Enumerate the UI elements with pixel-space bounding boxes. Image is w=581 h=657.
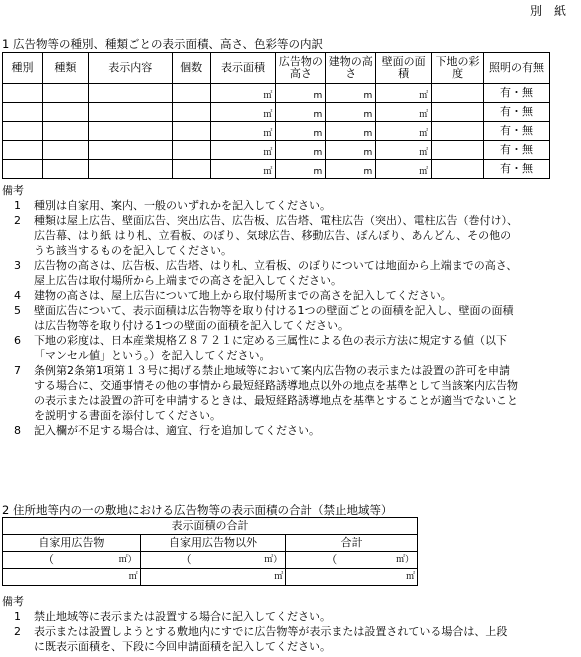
table-cell[interactable] xyxy=(172,160,210,179)
table-cell[interactable]: ㎡ xyxy=(376,141,432,160)
total-area-table xyxy=(2,517,418,586)
col-header-own: 自家用広告物 xyxy=(3,535,141,552)
table-cell[interactable]: m xyxy=(276,160,326,179)
table-cell[interactable]: m xyxy=(326,141,376,160)
note-number: 6 xyxy=(14,334,21,347)
table-cell[interactable] xyxy=(172,122,210,141)
table-cell[interactable] xyxy=(42,141,88,160)
note-text: 下地の彩度は、日本産業規格Ｚ８７２１に定める三属性による色の表示方法に規定する値（以下 xyxy=(34,334,507,347)
table-cell[interactable]: ㎡ xyxy=(376,122,432,141)
col-header: 表示面積 xyxy=(210,53,276,84)
notes2-heading: 備考 xyxy=(2,595,24,608)
table-cell[interactable]: m xyxy=(276,122,326,141)
existing-area-cell[interactable]: （ ㎡） xyxy=(286,552,418,569)
note-continuation: 「マンセル値」という。）を記入してください。 xyxy=(34,349,271,362)
table-row xyxy=(3,122,550,141)
col-header: 種類 xyxy=(42,53,88,84)
col-header: 照明の有無 xyxy=(484,53,550,84)
table-cell[interactable]: ㎡ xyxy=(376,84,432,103)
table-header-row xyxy=(3,53,550,84)
col-header: 壁面の面積 xyxy=(376,53,432,84)
new-area-cell[interactable]: ㎡ xyxy=(140,569,286,586)
note-text: 禁止地域等に表示または設置する場合に記入してください。 xyxy=(34,610,331,623)
note-number: 2 xyxy=(14,625,21,638)
note-number: 1 xyxy=(14,199,21,212)
attachment-label: 別 紙 xyxy=(530,4,567,18)
table-cell[interactable]: ㎡ xyxy=(376,160,432,179)
note-item xyxy=(14,624,507,639)
table-cell[interactable]: ㎡ xyxy=(210,84,276,103)
table-cell[interactable] xyxy=(172,141,210,160)
table-row xyxy=(3,84,550,103)
col-header: 広告物の高さ xyxy=(276,53,326,84)
table-cell[interactable] xyxy=(88,84,172,103)
table-cell[interactable] xyxy=(3,84,43,103)
col-header: 種別 xyxy=(3,53,43,84)
table-cell[interactable] xyxy=(88,141,172,160)
table-cell[interactable]: 有・無 xyxy=(484,84,550,103)
table-cell[interactable]: m xyxy=(276,103,326,122)
table-cell[interactable] xyxy=(42,103,88,122)
table-cell[interactable]: ㎡ xyxy=(210,122,276,141)
note-item xyxy=(14,303,514,318)
note-text: 記入欄が不足する場合は、適宜、行を追加してください。 xyxy=(34,424,320,437)
note-number: 8 xyxy=(14,424,21,437)
note-continuation: を説明する書面を添付してください。 xyxy=(34,409,221,422)
new-area-cell[interactable]: ㎡ xyxy=(286,569,418,586)
note-number: 2 xyxy=(14,214,21,227)
table-cell[interactable] xyxy=(88,122,172,141)
note-text: 種別は自家用、案内、一般のいずれかを記入してください。 xyxy=(34,199,331,212)
table-cell[interactable] xyxy=(3,103,43,122)
note-continuation: うち該当するものを記入してください。 xyxy=(34,244,232,257)
table-cell[interactable] xyxy=(432,122,484,141)
note-continuation: は広告物等を取り付ける1つの壁面の面積を記入してください。 xyxy=(34,319,349,332)
note-item xyxy=(14,288,452,303)
section2-title: 2 住所地等内の一の敷地における広告物等の表示面積の合計（禁止地域等） xyxy=(2,503,393,517)
table-cell[interactable] xyxy=(432,160,484,179)
existing-area-cell[interactable]: （ ㎡） xyxy=(3,552,141,569)
table-cell[interactable] xyxy=(3,122,43,141)
table-cell[interactable] xyxy=(88,160,172,179)
table-cell[interactable] xyxy=(432,84,484,103)
table-cell[interactable]: m xyxy=(326,103,376,122)
note-number: 1 xyxy=(14,610,21,623)
table-cell[interactable] xyxy=(3,160,43,179)
table-cell[interactable]: ㎡ xyxy=(210,160,276,179)
col-header: 下地の彩度 xyxy=(432,53,484,84)
note-item xyxy=(14,423,320,438)
col-header-other: 自家用広告物以外 xyxy=(140,535,286,552)
table-cell[interactable] xyxy=(432,141,484,160)
table-cell[interactable] xyxy=(88,103,172,122)
table-cell[interactable]: m xyxy=(326,84,376,103)
table-cell[interactable]: 有・無 xyxy=(484,141,550,160)
note-text: 建物の高さは、屋上広告について地上から取付場所までの高さを記入してください。 xyxy=(34,289,452,302)
note-item xyxy=(14,333,507,348)
table-cell[interactable] xyxy=(42,84,88,103)
table-cell[interactable]: ㎡ xyxy=(210,103,276,122)
table-cell[interactable] xyxy=(42,160,88,179)
notes1-heading: 備考 xyxy=(2,184,24,197)
section1-title: 1 広告物等の種別、種類ごとの表示面積、高さ、色彩等の内訳 xyxy=(2,37,324,51)
table-cell[interactable] xyxy=(42,122,88,141)
existing-area-row xyxy=(3,552,418,569)
note-text: 壁面広告について、表示面積は広告物等を取り付ける1つの壁面ごとの面積を記入し、壁面の面積 xyxy=(34,304,514,317)
table-cell[interactable] xyxy=(172,84,210,103)
note-continuation: の表示または設置の許可を申請するときは、最短経路誘導地点を基準とすることが適当でないこと xyxy=(34,394,518,407)
note-text: 条例第2条第1項第１３号に掲げる禁止地域等において案内広告物の表示または設置の許可を申請 xyxy=(34,364,510,377)
note-text: 種類は屋上広告、壁面広告、突出広告、広告板、広告塔、電柱広告（突出）、電柱広告（巻付け）、 xyxy=(34,214,518,227)
new-area-row xyxy=(3,569,418,586)
note-continuation: 広告幕、はり紙 はり札、立看板、のぼり、気球広告、移動広告、ぼんぼり、あんどん、その他の xyxy=(34,229,512,242)
note-text: 表示または設置しようとする敷地内にすでに広告物等が表示または設置されている場合は、上段 xyxy=(34,625,508,638)
note-item xyxy=(14,198,331,213)
total-area-header: 表示面積の合計 xyxy=(3,518,418,535)
note-continuation: に既表示面積を、下段に今回申請面積を記入してください。 xyxy=(34,640,331,653)
note-continuation: 屋上広告は取付場所から上端までの高さを記入してください。 xyxy=(34,274,342,287)
table-cell[interactable]: 有・無 xyxy=(484,103,550,122)
table-cell[interactable]: 有・無 xyxy=(484,160,550,179)
col-header: 個数 xyxy=(172,53,210,84)
table-cell[interactable]: m xyxy=(276,141,326,160)
table-row xyxy=(3,103,550,122)
table-row xyxy=(3,160,550,179)
col-header: 表示内容 xyxy=(88,53,172,84)
note-item xyxy=(14,363,510,378)
col-header-total: 合計 xyxy=(286,535,418,552)
table-cell[interactable]: m xyxy=(276,84,326,103)
table-cell[interactable]: ㎡ xyxy=(210,141,276,160)
table-cell[interactable] xyxy=(3,141,43,160)
note-item xyxy=(14,609,331,624)
table-cell[interactable]: ㎡ xyxy=(376,103,432,122)
note-item xyxy=(14,258,517,273)
note-number: 5 xyxy=(14,304,21,317)
new-area-cell[interactable]: ㎡ xyxy=(3,569,141,586)
note-number: 3 xyxy=(14,259,21,272)
table-cell[interactable] xyxy=(432,103,484,122)
table-cell[interactable] xyxy=(172,103,210,122)
table-cell[interactable]: m xyxy=(326,160,376,179)
note-number: 4 xyxy=(14,289,21,302)
note-item xyxy=(14,213,518,228)
col-header: 建物の高さ xyxy=(326,53,376,84)
table-cell[interactable]: 有・無 xyxy=(484,122,550,141)
breakdown-table xyxy=(2,52,550,179)
table-row xyxy=(3,141,550,160)
note-text: 広告物の高さは、広告板、広告塔、はり札、立看板、のぼりについては地面から上端までの高さ、 xyxy=(34,259,518,272)
table-cell[interactable]: m xyxy=(326,122,376,141)
note-continuation: する場合に、交通事情その他の事情から最短経路誘導地点以外の地点を基準として当該案内広告物 xyxy=(34,379,518,392)
existing-area-cell[interactable]: （ ㎡） xyxy=(140,552,286,569)
note-number: 7 xyxy=(14,364,21,377)
